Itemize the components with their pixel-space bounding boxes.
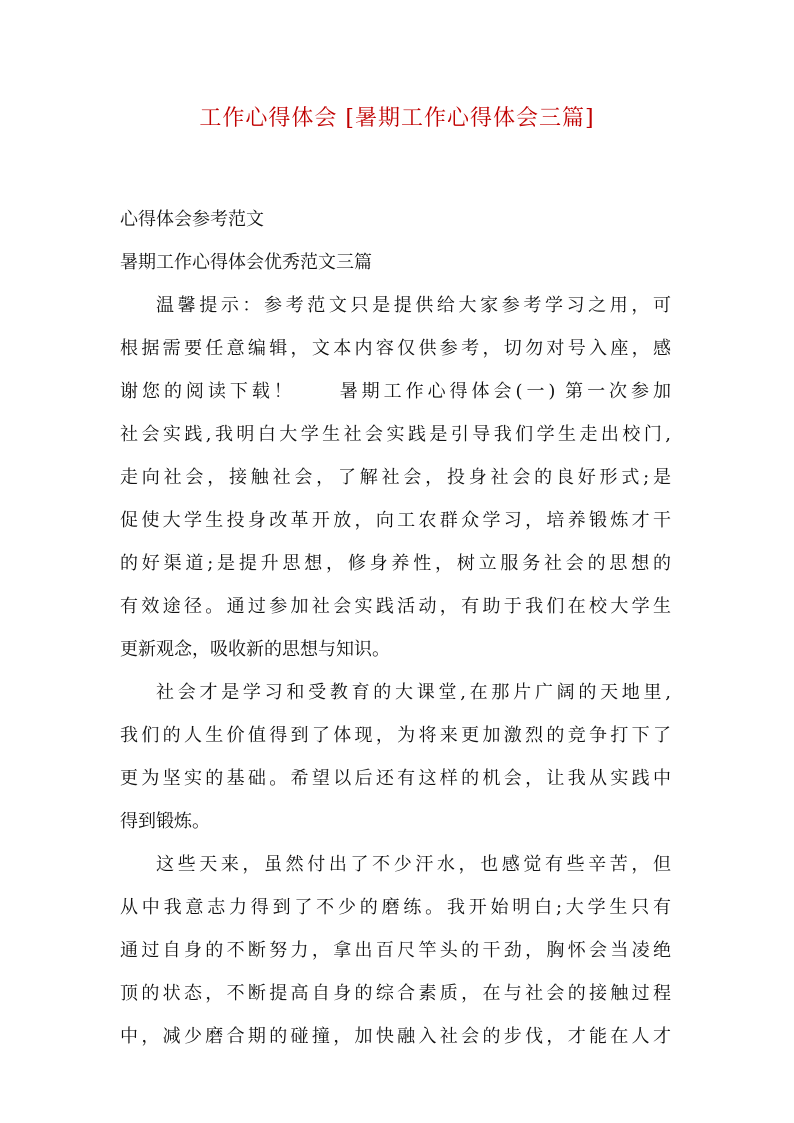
paragraph-line: 通过自身的不断努力，拿出百尺竿头的干劲，胸怀会当凌绝 (120, 940, 671, 961)
paragraph-line: 社会实践,我明白大学生社会实践是引导我们学生走出校门, (120, 424, 671, 445)
subtitle-line: 暑期工作心得体会优秀范文三篇 (120, 252, 372, 273)
paragraph-line: 中，减少磨合期的碰撞，加快融入社会的步伐，才能在人才 (120, 1026, 671, 1047)
paragraph-line: 更为坚实的基础。希望以后还有这样的机会，让我从实践中 (120, 768, 671, 789)
document-title: 工作心得体会 [暑期工作心得体会三篇] (199, 106, 595, 131)
paragraph-line: 更新观念，吸收新的思想与知识。 (120, 639, 390, 660)
paragraph-line: 的好渠道;是提升思想，修身养性，树立服务社会的思想的 (120, 553, 671, 574)
paragraph-line: 温馨提示：参考范文只是提供给大家参考学习之用，可 (156, 295, 671, 316)
paragraph-line: 谢您的阅读下载！ 暑期工作心得体会(一) 第一次参加 (120, 381, 671, 402)
paragraph-line: 促使大学生投身改革开放，向工农群众学习，培养锻炼才干 (120, 510, 671, 531)
subtitle-line: 心得体会参考范文 (120, 209, 264, 230)
paragraph-line: 我们的人生价值得到了体现，为将来更加激烈的竞争打下了 (120, 725, 671, 746)
paragraph-line: 这些天来，虽然付出了不少汗水，也感觉有些辛苦，但 (156, 854, 671, 875)
paragraph-line: 走向社会，接触社会，了解社会，投身社会的良好形式;是 (120, 467, 671, 488)
paragraph-line: 从中我意志力得到了不少的磨练。我开始明白;大学生只有 (120, 897, 671, 918)
paragraph-line: 得到锻炼。 (120, 811, 210, 832)
paragraph-line: 社会才是学习和受教育的大课堂,在那片广阔的天地里, (156, 682, 671, 703)
paragraph-line: 顶的状态，不断提高自身的综合素质，在与社会的接触过程 (120, 983, 671, 1004)
paragraph-line: 有效途径。通过参加社会实践活动，有助于我们在校大学生 (120, 596, 671, 617)
document-body (120, 198, 671, 1058)
paragraph-line: 根据需要任意编辑，文本内容仅供参考，切勿对号入座，感 (120, 338, 671, 359)
